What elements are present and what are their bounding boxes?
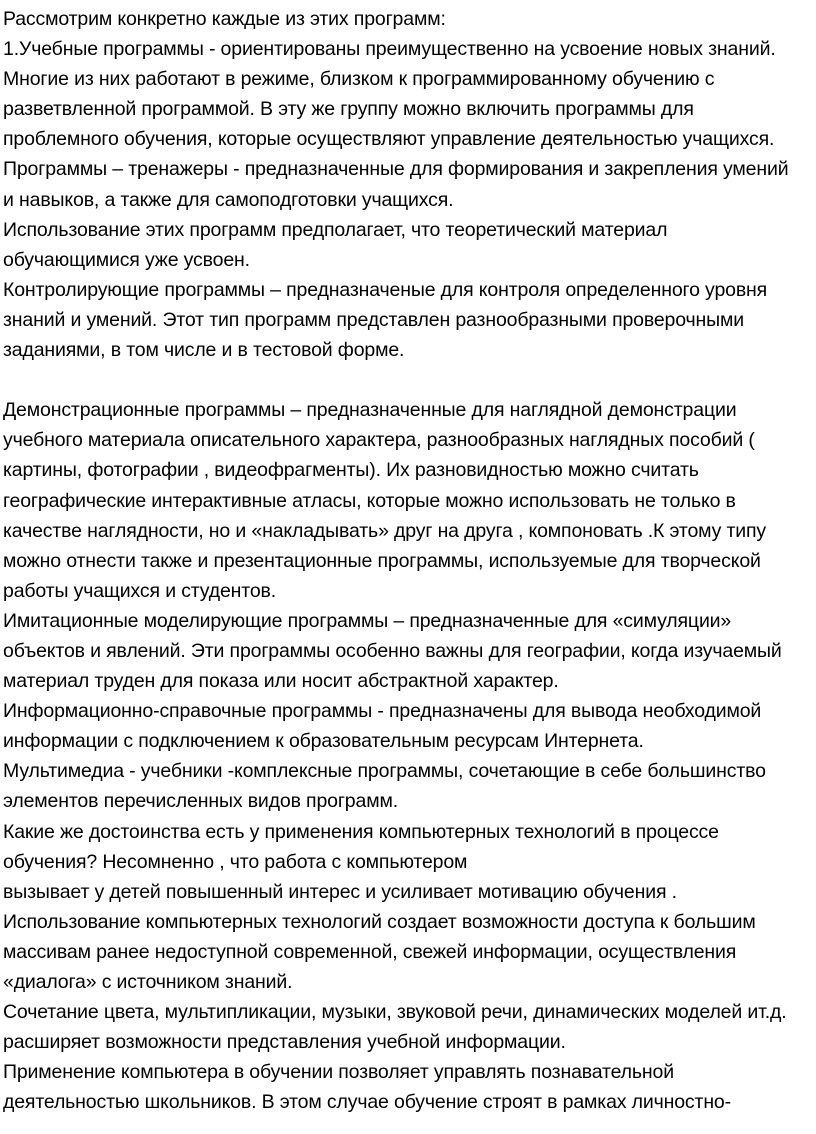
text-line: можно отнести также и презентационные программы, используемые для творческой	[3, 549, 761, 572]
text-line: географические интерактивные атласы, которые можно использовать не только в	[3, 489, 736, 512]
text-line: Мультимедиа - учебники -комплексные программы, сочетающие в себе большинство	[3, 760, 766, 783]
text-line: материал труден для показа или носит абстрактной характер.	[3, 670, 559, 693]
text-line: элементов перечисленных видов программ.	[3, 790, 398, 813]
text-line: картины, фотографии , видеофрагменты). Их разновидностью можно считать	[3, 459, 699, 482]
text-line: заданиями, в том числе и в тестовой форме.	[3, 339, 405, 362]
text-line: Какие же достоинства есть у применения компьютерных технологий в процессе	[3, 820, 719, 843]
text-line: Программы – тренажеры - предназначенные для формирования и закрепления умений	[3, 158, 789, 181]
text-line: работы учащихся и студентов.	[3, 579, 277, 602]
text-line: проблемного обучения, которые осуществляют управление деятельностью учащихся.	[3, 128, 775, 151]
text-line: объектов и явлений. Эти программы особенно важны для географии, когда изучаемый	[3, 639, 782, 662]
text-line: и навыков, а также для самоподготовки учащихся.	[3, 188, 454, 211]
blank-line	[3, 365, 813, 395]
text-line: Контролирующие программы – предназначеные для контроля определенного уровня	[3, 278, 768, 301]
text-line: знаний и умений. Этот тип программ представлен разнообразными проверочными	[3, 308, 745, 331]
text-line: Использование компьютерных технологий создает возможности доступа к большим	[3, 910, 756, 933]
text-line: Многие из них работают в режиме, близком к программированному обучению с	[3, 68, 715, 91]
text-line: обучающимися уже усвоен.	[3, 248, 250, 271]
text-line: вызывает у детей повышенный интерес и усиливает мотивацию обучения .	[3, 880, 677, 903]
text-line: Демонстрационные программы – предназначенные для наглядной демонстрации	[3, 399, 737, 422]
text-line: Использование этих программ предполагает, что теоретический материал	[3, 218, 668, 241]
text-line: 1.Учебные программы - ориентированы преимущественно на усвоение новых знаний.	[3, 38, 776, 61]
text-line: массивам ранее недоступной современной, свежей информации, осуществления	[3, 940, 737, 963]
text-line: Имитационные моделирующие программы – предназначенные для «симуляции»	[3, 609, 732, 632]
text-line: качестве наглядности, но и «накладывать» друг на друга , компоновать .К этому типу	[3, 519, 767, 542]
text-line: обучения? Несомненно , что работа с компьютером	[3, 850, 468, 873]
text-line: информации с подключением к образовательным ресурсам Интернета.	[3, 730, 644, 753]
text-line: Рассмотрим конкретно каждые из этих программ:	[3, 8, 446, 30]
text-line: Информационно-справочные программы - предназначены для вывода необходимой	[3, 700, 762, 723]
text-line: деятельностью школьников. В этом случае обучение строят в рамках личностно-	[3, 1091, 731, 1114]
document-page	[3, 4, 813, 1117]
text-line: Сочетание цвета, мультипликации, музыки, звуковой речи, динамических моделей ит.д.	[3, 1001, 787, 1024]
text-line: разветвленной программой. В эту же группу можно включить программы для	[3, 98, 694, 121]
text-line: «диалога» с источником знаний.	[3, 971, 293, 993]
text-line: учебного материала описательного характера, разнообразных наглядных пособий (	[3, 429, 755, 452]
text-line: Применение компьютера в обучении позволяет управлять познавательной	[3, 1061, 674, 1084]
text-line: расширяет возможности представления учебной информации.	[3, 1031, 566, 1054]
